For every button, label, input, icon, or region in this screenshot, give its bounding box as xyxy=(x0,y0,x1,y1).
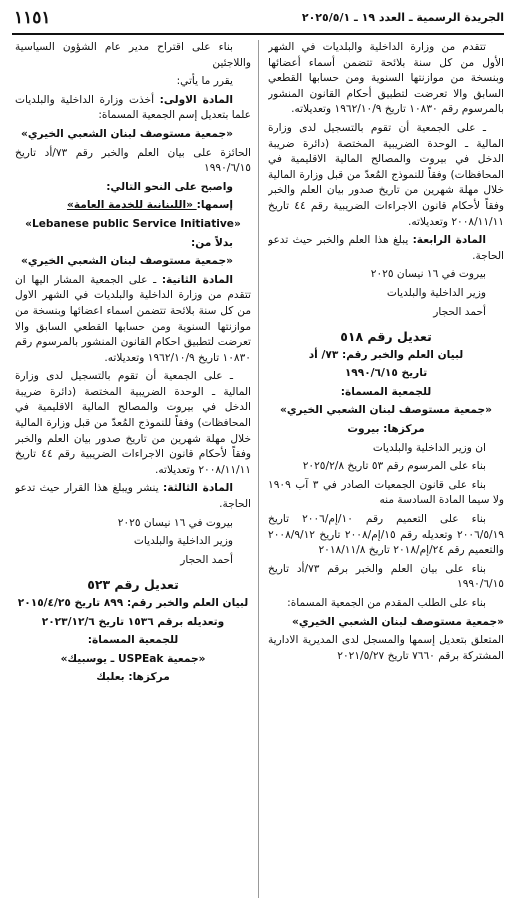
article-text: أخذت وزارة الداخلية والبلديات علما بتعديل إسم الجمعية المسماة: xyxy=(15,93,251,122)
page-header xyxy=(14,8,504,32)
latin-name: «Lebanese public Service Initiative» xyxy=(25,217,241,230)
name-value: «اللبنانية للخدمة العامة» xyxy=(67,199,197,212)
paragraph: بناء على الطلب المقدم من الجمعية المسماة: xyxy=(287,597,486,609)
article-label: المادة الثالثة: xyxy=(163,482,233,495)
amendment-line: للجمعية المسماة: xyxy=(87,634,179,647)
minister-name: أحمد الحجار xyxy=(433,305,486,318)
article-label: المادة الثانية: xyxy=(161,273,233,286)
association-name: «جمعية مستوصف لبنان الشعبي الخيري» xyxy=(21,127,233,140)
article-label: المادة الاولى: xyxy=(159,93,233,106)
article-two xyxy=(15,273,251,367)
right-column xyxy=(268,40,504,900)
paragraph: بناء على المرسوم رقم ٥٣ تاريخ ٢٠٢٥/٢/٨ xyxy=(302,460,486,473)
article-label: المادة الرابعة: xyxy=(412,234,486,247)
article-four xyxy=(268,233,504,264)
amendment-title: تعديل رقم ٥٢٣ xyxy=(87,577,179,593)
paragraph: ان وزير الداخلية والبلديات xyxy=(372,441,486,454)
article-one xyxy=(15,93,251,124)
minister-title: وزير الداخلية والبلديات xyxy=(133,535,233,548)
column-divider xyxy=(258,40,259,898)
paragraph: الحائزة على بيان العلم والخبر رقم ٧٣/أد تاريخ ١٩٩٠/٦/١٥ xyxy=(15,146,251,175)
new-name xyxy=(15,198,251,214)
association-name: «جمعية USPEak ـ يوسبيك» xyxy=(60,652,206,665)
association-name: «جمعية مستوصف لبنان الشعبي الخيري» xyxy=(280,404,492,417)
association-seat: مركزها: بيروت xyxy=(347,423,425,436)
amendment-line: للجمعية المسماة: xyxy=(340,385,432,398)
page-number: ١١٥١ xyxy=(14,8,51,28)
amendment-line: لبيان العلم والخبر رقم: ٨٩٩ تاريخ ٢٠١٥/٤/٢٥ xyxy=(17,597,249,609)
decides-heading: يقرر ما يأتي: xyxy=(176,75,233,88)
amendment-line: وتعديله برقم ١٥٣٦ تاريخ ٢٠٢٣/١٢/٦ xyxy=(41,615,225,628)
article-three xyxy=(15,481,251,512)
amendment-line: لبيان العلم والخبر رقم: ٧٣/ أد xyxy=(308,348,464,361)
paragraph: المتعلق بتعديل إسمها والمسجل لدى المديرية الادارية المشتركة برقم ٧٦٦٠ تاريخ ٢٠٢١/٥/٢٧ xyxy=(268,634,504,662)
signature-date: بيروت في ١٦ نيسان ٢٠٢٥ xyxy=(370,268,486,281)
paragraph: بناء على التعميم رقم ١٠/إم/٢٠٠٦ تاريخ ٢٠٠٦/٥/١٩ وتعديله رقم ١٥/إم/٢٠٠٨ تاريخ ٢٠٠٨/٩/١٢ والتعميم رقم ٢٤/إم/٢٠١٨ تاريخ ٢٠١٨/١١/٨ xyxy=(268,513,504,557)
running-title: الجريدة الرسمية ـ العدد ١٩ ـ ٢٠٢٥/٥/١ xyxy=(301,11,504,24)
left-column xyxy=(15,40,251,900)
instead-heading: بدلاً من: xyxy=(190,236,233,249)
name-label: إسمها: xyxy=(196,199,233,212)
association-name: «جمعية مستوصف لبنان الشعبي الخيري» xyxy=(292,615,504,628)
association-name: «جمعية مستوصف لبنان الشعبي الخيري» xyxy=(21,255,233,268)
minister-name: أحمد الحجار xyxy=(180,553,233,566)
association-seat: مركزها: بعلبك xyxy=(96,671,170,684)
paragraph: ـ على الجمعية أن تقوم بالتسجيل لدى وزارة المالية ـ الوحدة الضريبية المختصة (دائرة ضريبة الدخل في بيروت والمصالح المالية الاقليمية في المحافظات) وفقاً للنموذج المُعدّ من قبل وزارة المالية خلال مهلة شهرين من تاريخ صدور بيان العلم والخبر وفقاً لأحكام قانون الاجراءات الضريبية رقم ٤٤ تاريخ ٢٠٠٨/١١/١١ وتعديلاته. xyxy=(15,370,251,476)
header-rule xyxy=(12,33,504,35)
article-text: ـ على الجمعية المشار اليها ان تتقدم من وزارة الداخلية والبلديات في الشهر الاول من كل سنة بلائحة تتضمن اسماء اعضائها وبنسخة من موازنتها السنوية ومن حسابها القطعي السابق والا تعرضت لتطبيق احكام القانون المنشور بالمرسوم رقم ١٠٨٣٠ تاريخ ١٩٦٢/١٠/٩ وتعديلاته. xyxy=(15,273,251,364)
signature-date: بيروت في ١٦ نيسان ٢٠٢٥ xyxy=(117,516,233,529)
amendment-line: تاريخ ١٩٩٠/٦/١٥ xyxy=(344,367,428,380)
became-heading: واصبح على النحو التالي: xyxy=(106,180,233,193)
amendment-title: تعديل رقم ٥١٨ xyxy=(340,329,432,345)
paragraph: بناء على قانون الجمعيات الصادر في ٣ آب ١٩٠٩ ولا سيما المادة السادسة منه xyxy=(268,478,504,507)
paragraph: تتقدم من وزارة الداخلية والبلديات في الشهر الأول من كل سنة بلائحة تتضمن أسماء أعضائها وبنسخة من موازنتها السنوية ومن حسابها القطعي السابق والا تعرضت لتطبيق أحكام القانون المنشور بالمرسوم رقم ١٠٨٣٠ تاريخ ١٩٦٢/١٠/٩ وتعديلاته. xyxy=(268,41,504,116)
article-text: يبلغ هذا العلم والخبر حيث تدعو الحاجة. xyxy=(268,234,504,262)
paragraph: بناء على اقتراح مدير عام الشؤون السياسية واللاجئين xyxy=(15,41,251,69)
paragraph: ـ على الجمعية أن تقوم بالتسجيل لدى وزارة المالية ـ الوحدة الضريبية المختصة (دائرة ضريبة الدخل في بيروت والمصالح المالية الاقليمية في المحافظات) وفقاً للنموذج المُعدّ من قبل وزارة المالية خلال مهلة شهرين من تاريخ صدور بيان العلم والخبر وفقاً لأحكام قانون الاجراءات الضريبية رقم ٤٤ تاريخ ٢٠٠٨/١١/١١ وتعديلاته. xyxy=(268,121,504,228)
paragraph: بناء على بيان العلم والخبر برقم ٧٣/أد تاريخ ١٩٩٠/٦/١٥ xyxy=(268,562,504,591)
minister-title: وزير الداخلية والبلديات xyxy=(386,286,486,299)
article-text: ينشر ويبلغ هذا القرار حيث تدعو الحاجة. xyxy=(15,482,251,511)
